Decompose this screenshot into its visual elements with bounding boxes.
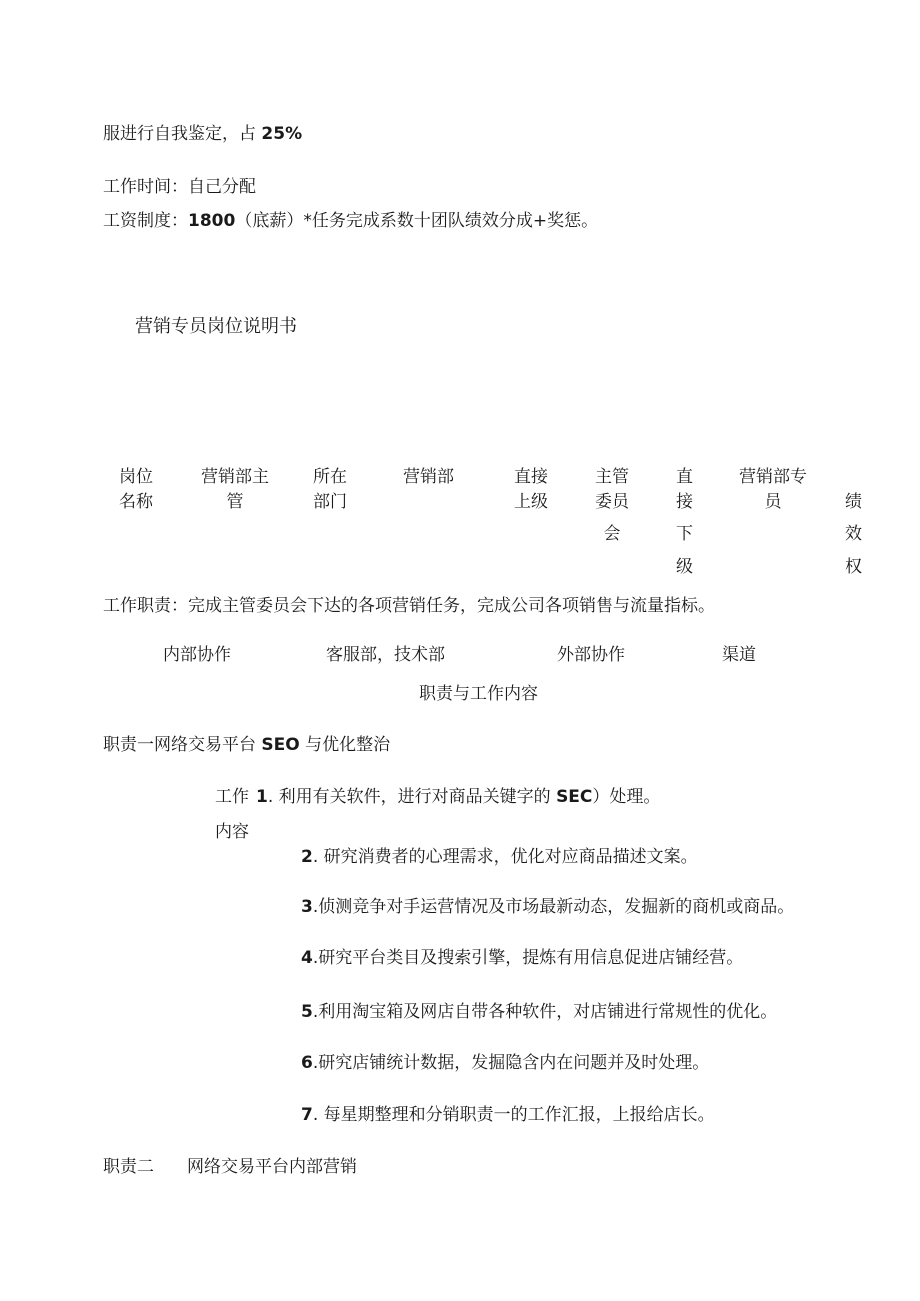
item-text: . 每星期整理和分销职责一的工作汇报，上报给店长。 [312, 1105, 715, 1125]
duty-item [256, 785, 660, 809]
department-label-2: 部门 [313, 492, 347, 512]
performance-rights-label-3: 权 [845, 557, 862, 577]
direct-superior-value-3: 会 [603, 524, 621, 544]
direct-subordinate-label-1: 直 [676, 467, 693, 487]
position-name-label-2: 名称 [119, 492, 153, 512]
duty-item [301, 845, 698, 869]
duty-item [301, 1000, 777, 1024]
position-name-value-1: 营销部主 [201, 467, 269, 487]
position-name-value-2: 管 [226, 492, 244, 512]
text-line-work-time: 工作时间：自己分配 [103, 177, 256, 197]
salary-base-amount: 1800 [188, 211, 236, 231]
performance-rights-label-1: 绩 [845, 492, 862, 512]
direct-superior-label-2: 上级 [514, 492, 548, 512]
item-number: 4 [301, 948, 313, 968]
department-label-1: 所在 [313, 467, 347, 487]
external-collab-label: 外部协作 [557, 645, 625, 665]
item-number: 7 [301, 1105, 313, 1125]
item-text: . 利用有关软件，进行对商品关键字的 [267, 787, 557, 807]
work-content-label-2: 内容 [215, 822, 249, 842]
duty-two-text: 网络交易平台内部营销 [187, 1157, 357, 1177]
self-evaluation-percent: 25% [261, 124, 303, 144]
department-value: 营销部 [403, 467, 454, 487]
item-text-end: ）处理。 [592, 787, 661, 807]
duty-two-label: 职责二 [103, 1157, 154, 1177]
external-collab-value: 渠道 [722, 645, 756, 665]
direct-subordinate-value-1: 营销部专 [739, 467, 807, 487]
item-number: 2 [301, 847, 313, 867]
salary-label: 工资制度： [103, 211, 188, 231]
document-title: 营销专员岗位说明书 [135, 316, 297, 337]
item-text: . 研究消费者的心理需求，优化对应商品描述文案。 [312, 847, 698, 867]
text-line-self-evaluation [103, 122, 302, 146]
performance-rights-label-2: 效 [845, 524, 862, 544]
internal-collab-label: 内部协作 [163, 645, 231, 665]
duty-one-seo: SEO [261, 735, 300, 755]
item-text: .侦测竞争对手运营情况及市场最新动态，发掘新的商机或商品。 [312, 897, 795, 917]
work-content-label-1: 工作 [215, 787, 249, 807]
duty-item [301, 895, 794, 919]
direct-superior-value-2: 委员 [595, 492, 629, 512]
item-number: 3 [301, 897, 313, 917]
position-name-label-1: 岗位 [119, 467, 153, 487]
duty-summary: 工作职责：完成主管委员会下达的各项营销任务，完成公司各项销售与流量指标。 [103, 596, 715, 616]
item-keyword: SEC [556, 787, 593, 807]
self-evaluation-text: 服进行自我鉴定，占 [103, 124, 262, 144]
duty-one-prefix: 职责一网络交易平台 [103, 735, 262, 755]
item-number: 6 [301, 1053, 313, 1073]
item-text: .研究店铺统计数据，发掘隐含内在问题并及时处理。 [312, 1053, 710, 1073]
direct-superior-label-1: 直接 [514, 467, 548, 487]
duty-one-heading [103, 733, 390, 757]
item-number: 5 [301, 1002, 313, 1022]
item-number: 1 [256, 787, 268, 807]
duty-item [301, 1051, 709, 1075]
direct-subordinate-label-2: 接 [676, 492, 693, 512]
duty-one-suffix: 与优化整治 [299, 735, 391, 755]
internal-collab-value: 客服部，技术部 [326, 645, 445, 665]
text-line-salary [103, 209, 598, 233]
direct-superior-value-1: 主管 [595, 467, 629, 487]
direct-subordinate-value-2: 员 [764, 492, 782, 512]
duty-item [301, 946, 743, 970]
item-text: .利用淘宝箱及网店自带各种软件，对店铺进行常规性的优化。 [312, 1002, 778, 1022]
item-text: .研究平台类目及搜索引擎，提炼有用信息促进店铺经营。 [312, 948, 744, 968]
direct-subordinate-label-4: 级 [676, 557, 693, 577]
salary-formula: （底薪）*任务完成系数十团队绩效分成+奖惩。 [235, 211, 599, 231]
section-title: 职责与工作内容 [419, 684, 538, 704]
direct-subordinate-label-3: 下 [676, 524, 693, 544]
duty-item [301, 1103, 715, 1127]
